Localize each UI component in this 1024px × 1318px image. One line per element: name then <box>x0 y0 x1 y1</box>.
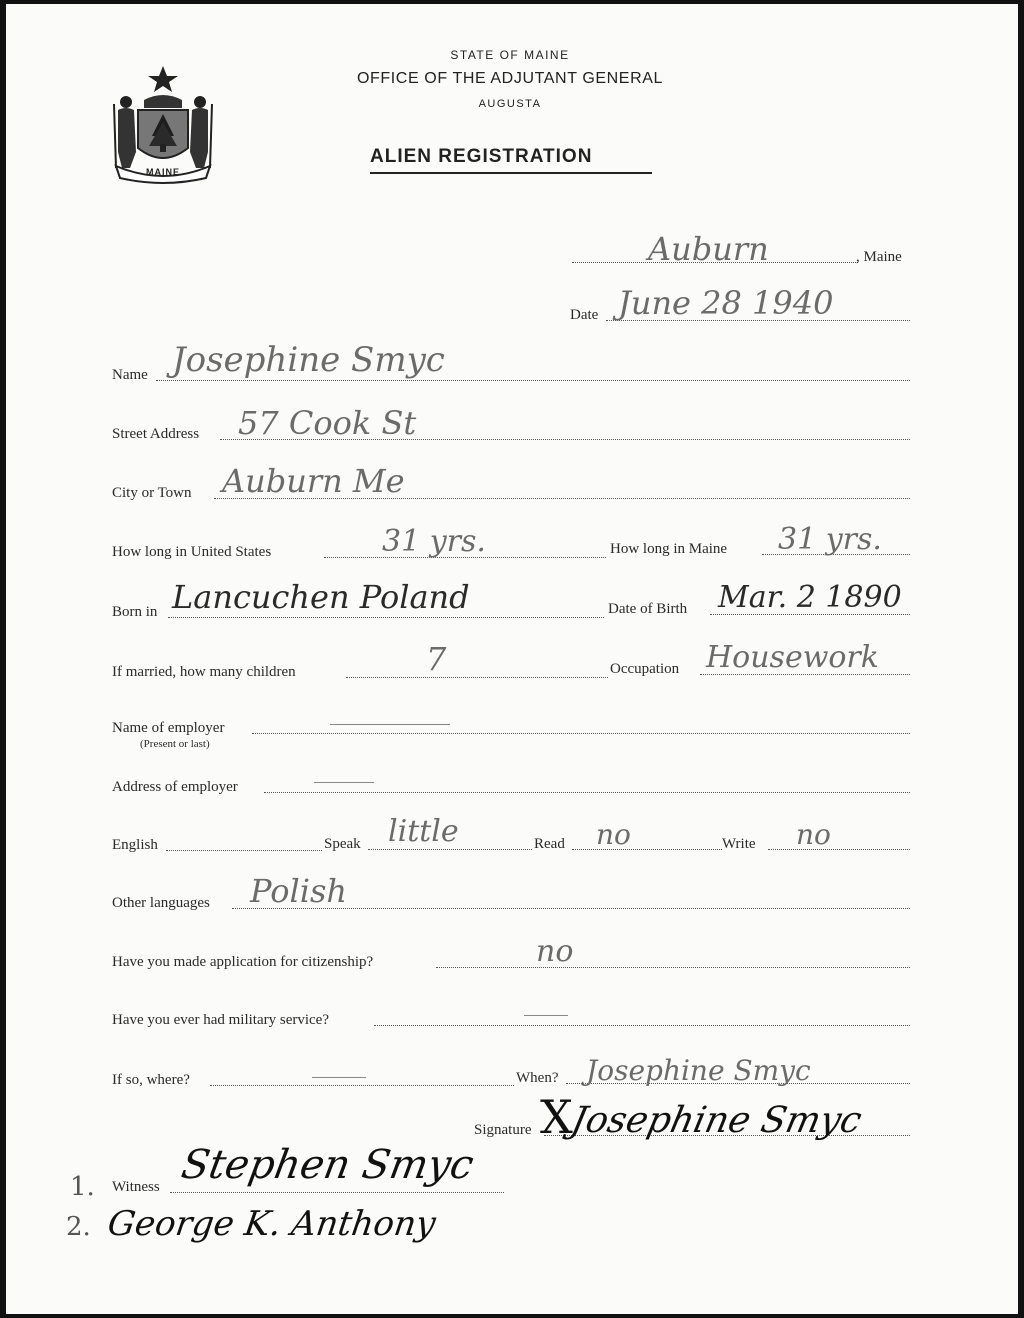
signature-scrawl[interactable]: Josephine Smyc <box>567 1100 866 1141</box>
date-label: Date <box>570 307 599 323</box>
witness-label: Witness <box>112 1179 160 1195</box>
witness-1-name[interactable]: Stephen Smyc <box>177 1142 478 1188</box>
where-label: If so, where? <box>112 1072 190 1088</box>
state-heading: STATE OF MAINE <box>450 48 570 62</box>
dob-label: Date of Birth <box>608 601 688 617</box>
speak-line <box>368 849 532 850</box>
witness-number-2: 2. <box>66 1212 91 1242</box>
employer-dash <box>330 724 450 725</box>
english-label: English <box>112 837 158 853</box>
speak-value[interactable]: little <box>388 814 459 849</box>
place-value[interactable]: Auburn <box>648 230 769 268</box>
name-label: Name <box>112 367 148 383</box>
us-years-value[interactable]: 31 yrs. <box>382 524 486 559</box>
employer-sublabel: (Present or last) <box>140 738 210 750</box>
where-dash <box>312 1077 366 1078</box>
military-dash <box>524 1015 568 1016</box>
city-label: City or Town <box>112 485 192 501</box>
read-label: Read <box>534 836 565 852</box>
born-in-value[interactable]: Lancuchen Poland <box>172 578 470 616</box>
witness-number-1: 1. <box>70 1172 95 1202</box>
seal-banner-text: MAINE <box>146 167 180 177</box>
children-value[interactable]: 7 <box>426 640 447 678</box>
speak-label: Speak <box>324 836 361 852</box>
place-suffix: , Maine <box>856 249 902 265</box>
employer-address-label: Address of employer <box>112 779 238 795</box>
employer-address-dash <box>314 782 374 783</box>
state-seal-icon <box>108 64 218 186</box>
us-years-label: How long in United States <box>112 544 272 560</box>
when-label: When? <box>516 1070 559 1086</box>
name-line <box>156 380 910 381</box>
children-label: If married, how many children <box>112 664 296 680</box>
citizenship-label: Have you made application for citizenship? <box>112 954 374 970</box>
form-title: ALIEN REGISTRATION <box>370 146 593 167</box>
other-languages-label: Other languages <box>112 895 210 911</box>
employer-line <box>252 733 910 734</box>
occupation-value[interactable]: Housework <box>706 640 879 675</box>
military-label: Have you ever had military service? <box>112 1012 329 1028</box>
maine-years-label: How long in Maine <box>610 541 728 557</box>
city-value[interactable]: Auburn Me <box>222 462 405 500</box>
signature-written-name: Josephine Smyc <box>586 1054 811 1087</box>
write-label: Write <box>722 836 756 852</box>
write-value[interactable]: no <box>796 818 831 851</box>
office-heading: OFFICE OF THE ADJUTANT GENERAL <box>356 70 664 87</box>
write-line <box>768 849 910 850</box>
street-value[interactable]: 57 Cook St <box>238 404 417 442</box>
born-in-line <box>168 617 604 618</box>
witness-2-name[interactable]: George K. Anthony <box>105 1204 439 1244</box>
dob-value[interactable]: Mar. 2 1890 <box>718 580 902 615</box>
signature-label: Signature <box>474 1122 532 1138</box>
where-line <box>210 1085 514 1086</box>
witness-line <box>170 1192 504 1193</box>
form-sheet <box>6 4 1018 1314</box>
military-line <box>374 1025 910 1026</box>
read-value[interactable]: no <box>596 818 631 851</box>
maine-years-value[interactable]: 31 yrs. <box>778 522 882 557</box>
read-line <box>572 849 722 850</box>
street-label: Street Address <box>112 426 200 442</box>
english-line <box>166 850 322 851</box>
employer-label: Name of employer <box>112 720 225 736</box>
children-line <box>346 677 608 678</box>
title-underline <box>370 172 652 174</box>
born-in-label: Born in <box>112 604 158 620</box>
city-heading: AUGUSTA <box>478 98 542 110</box>
citizenship-line <box>436 967 910 968</box>
name-value[interactable]: Josephine Smyc <box>172 340 445 380</box>
occupation-label: Occupation <box>610 661 680 677</box>
citizenship-value[interactable]: no <box>536 934 574 969</box>
employer-address-line <box>264 792 910 793</box>
other-languages-value[interactable]: Polish <box>250 872 347 910</box>
signature-mark[interactable]: X <box>540 1090 573 1144</box>
date-value[interactable]: June 28 1940 <box>618 284 834 322</box>
